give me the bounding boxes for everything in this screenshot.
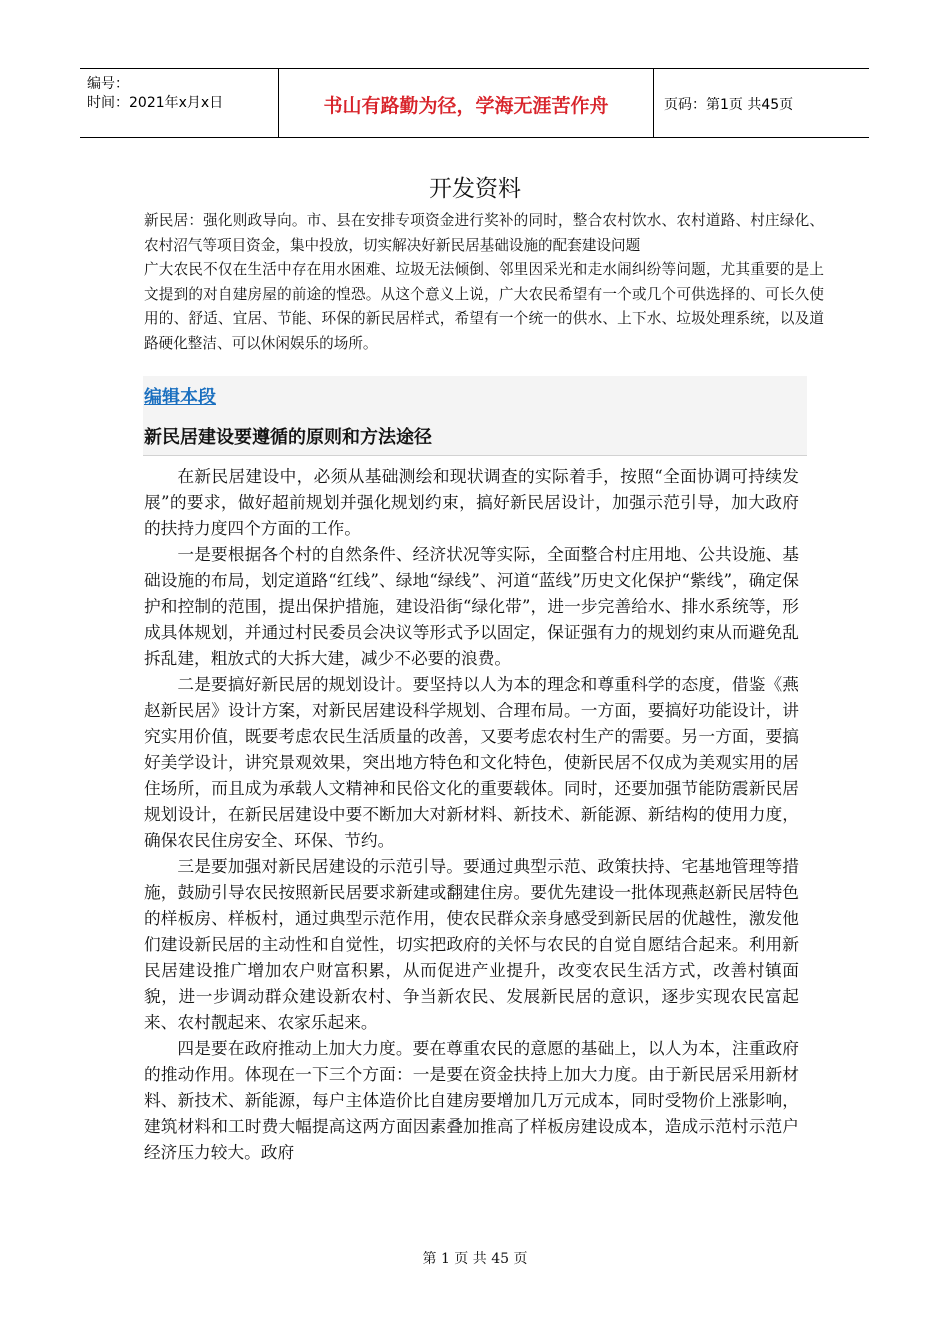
header-motto-cell <box>279 69 654 137</box>
intro-paragraph: 广大农民不仅在生活中存在用水困难、垃圾无法倾倒、邻里因采光和走水闹纠纷等问题，尤其重要的是上文提到的对自建房屋的前途的惶恐。从这个意义上说，广大农民希望有一个或几个可供选择的、可长久使用的、舒适、宜居、节能、环保的新民居样式，希望有一个统一的供水、上下水、垃圾处理系统，以及道路硬化整洁、可以休闲娱乐的场所。 <box>144 261 824 352</box>
body-paragraph: 一是要根据各个村的自然条件、经济状况等实际，全面整合村庄用地、公共设施、基础设施的布局，划定道路“红线”、绿地“绿线”、河道“蓝线”历史文化保护“紫线”，确定保护和控制的范围，提出保护措施，建设沿街“绿化带”，进一步完善给水、排水系统等，形成具体规划，并通过村民委员会决议等形式予以固定，保证强有力的规划约束从而避免乱拆乱建，粗放式的大拆大建，减少不必要的浪费。 <box>144 544 799 668</box>
header-page-number: 页码：第1页 共45页 <box>664 97 794 113</box>
body-paragraph: 三是要加强对新民居建设的示范引导。要通过典型示范、政策扶持、宅基地管理等措施，鼓励引导农民按照新民居要求新建或翻建住房。要优先建设一批体现燕赵新民居特色的样板房、样板村，通过典型示范作用，使农民群众亲身感受到新民居的优越性，激发他们建设新民居的主动性和自觉性，切实把政府的关怀与农民的自觉自愿结合起来。利用新民居建设推广增加农户财富积累，从而促进产业提升，改变农民生活方式，改善村镇面貌，进一步调动群众建设新农村、争当新农民、发展新民居的意识，逐步实现农民富起来、农村靓起来、农家乐起来。 <box>144 856 799 1032</box>
intro-paragraph: 新民居：强化则政导向。市、县在安排专项资金进行奖补的同时，整合农村饮水、农村道路、村庄绿化、农村沼气等项目资金，集中投放，切实解决好新民居基础设施的配套建设问题 <box>144 212 824 254</box>
header-page-cell <box>654 69 869 137</box>
page-header <box>80 68 869 138</box>
document-number-label: 编号： <box>87 76 129 92</box>
section-title: 新民居建设要遵循的原则和方法途径 <box>144 427 432 448</box>
body-paragraph: 四是要在政府推动上加大力度。要在尊重农民的意愿的基础上，以人为本，注重政府的推动作用。体现在一下三个方面：一是要在资金扶持上加大力度。由于新民居采用新材料、新技术、新能源，每户主体造价比自建房要增加几万元成本，同时受物价上涨影响，建筑材料和工时费大幅提高这两方面因素叠加推高了样板房建设成本，造成示范村示范户经济压力较大。政府 <box>144 1038 799 1162</box>
body-text <box>144 463 799 1165</box>
intro-text <box>144 209 824 356</box>
body-paragraph: 在新民居建设中，必须从基础测绘和现状调查的实际着手，按照“全面协调可持续发展”的要求，做好超前规划并强化规划约束，搞好新民居设计，加强示范引导，加大政府的扶持力度四个方面的工作。 <box>144 466 799 538</box>
edit-section-band <box>143 376 807 415</box>
document-time-label: 时间：2021年x月x日 <box>87 95 224 111</box>
body-paragraph: 二是要搞好新民居的规划设计。要坚持以人为本的理念和尊重科学的态度，借鉴《燕赵新民居》设计方案，对新民居建设科学规划、合理布局。一方面，要搞好功能设计，讲究实用价值，既要考虑农民生活质量的改善，又要考虑农村生产的需要。另一方面，要搞好美学设计，讲究景观效果，突出地方特色和文化特色，使新民居不仅成为美观实用的居住场所，而且成为承载人文精神和民俗文化的重要载体。同时，还要加强节能防震新民居规划设计，在新民居建设中要不断加大对新材料、新技术、新能源、新结构的使用力度，确保农民住房安全、环保、节约。 <box>144 674 799 850</box>
header-info-cell <box>80 69 279 137</box>
edit-section-link[interactable]: 编辑本段 <box>144 387 216 408</box>
header-motto: 书山有路勤为径，学海无涯苦作舟 <box>323 95 609 117</box>
document-title: 开发资料 <box>429 176 521 202</box>
page-footer: 第 1 页 共 45 页 <box>422 1251 528 1267</box>
